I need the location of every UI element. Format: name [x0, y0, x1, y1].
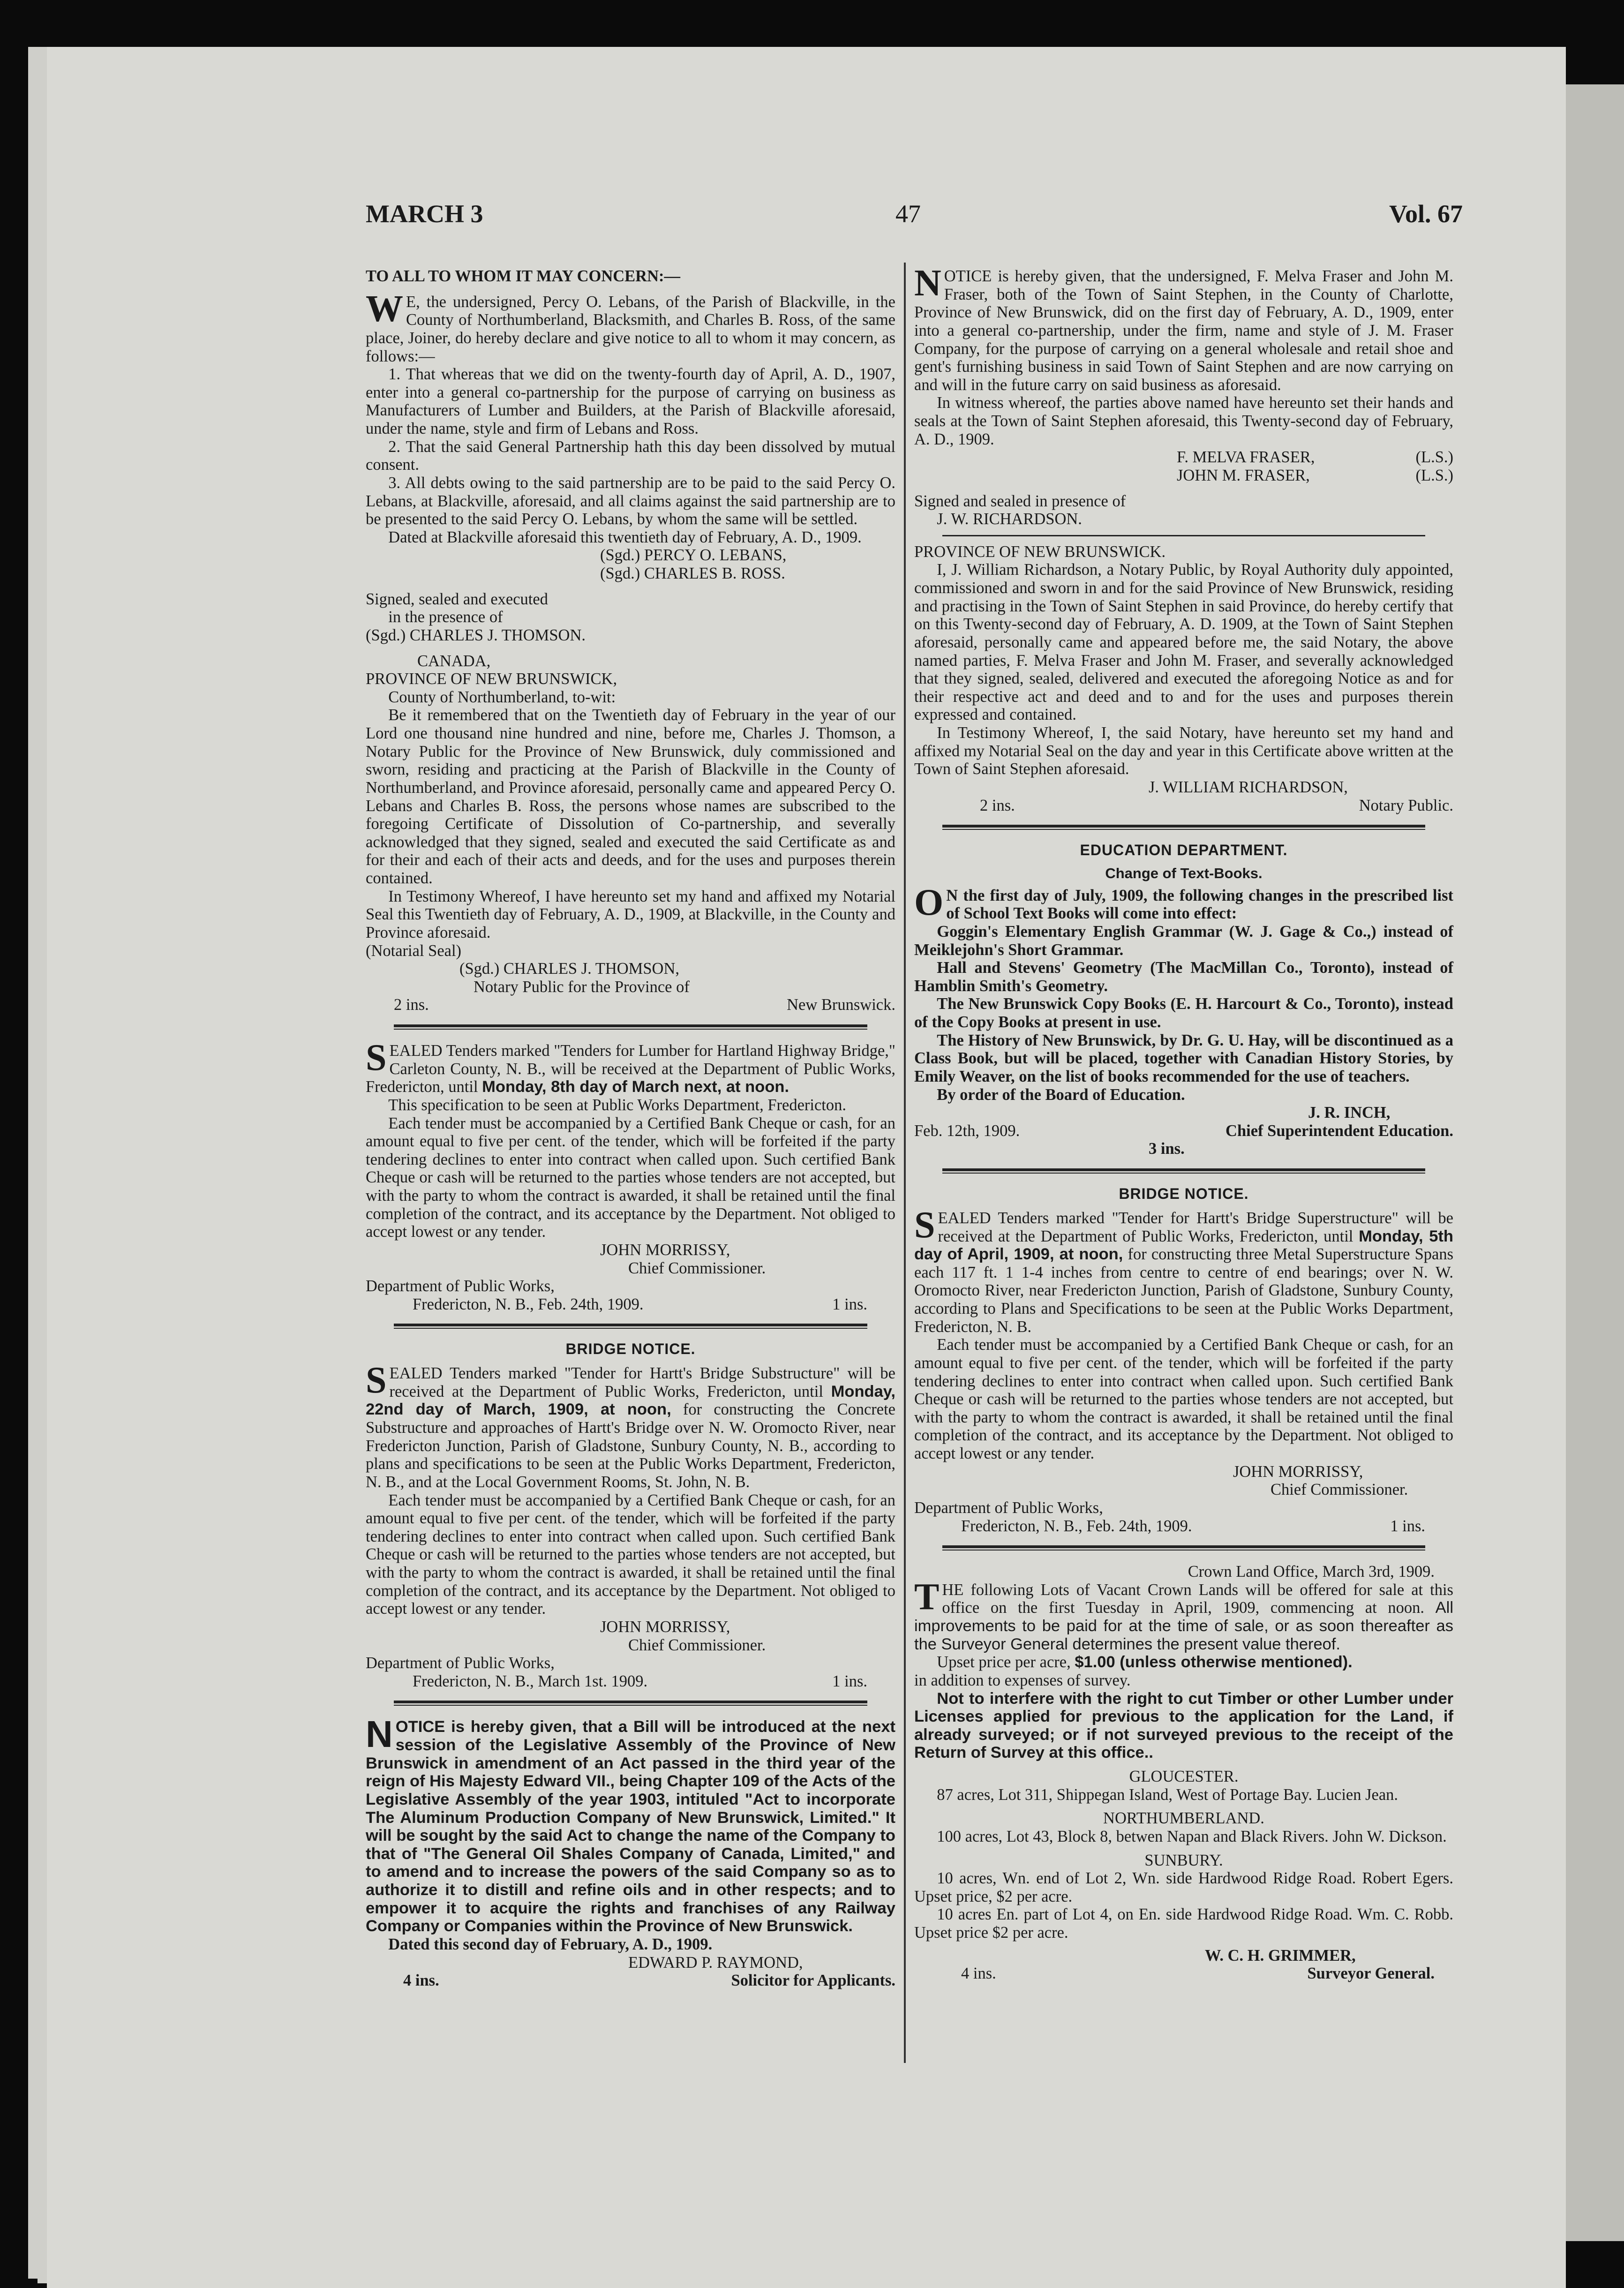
signature-title: Surveyor General.	[1307, 1964, 1435, 1983]
seal-mark: (L.S.)	[1415, 466, 1453, 484]
department: Department of Public Works,	[366, 1277, 555, 1295]
witness-line: Signed and sealed in presence of	[914, 492, 1126, 510]
header-page-number: 47	[895, 200, 921, 228]
paragraph: EALED Tenders marked "Tender for Hartt's Bridge Substructure" will be received at the Department of Public Works, Fredericton, until	[389, 1364, 895, 1400]
dateline: Crown Land Office, March 3rd, 1909.	[1188, 1563, 1435, 1581]
insertion-count: 2 ins.	[980, 796, 1015, 814]
paragraph: Be it remembered that on the Twentieth day of February in the year of our Lord one thousand nine hundred and nine, before me, Charles J. Thomson, a Notary Public for the Province of New Brunswick, duly commissioned and sworn, residing and practicing at the Parish of Blackville in the County of Northumberland, and Province aforesaid, personally came and appeared Percy O. Lebans and Charles B. Ross, the persons whose names are subscribed to the foregoing Certificate of Dissolution of Co-partnership, and severally acknowledged that they signed, sealed and executed the said Certificate as and for their and each of their acts and deeds, and for the uses and purposes therein contained.	[366, 706, 895, 887]
signature-title: Chief Commissioner.	[1271, 1481, 1408, 1499]
signature-title: Solicitor for Applicants.	[731, 1972, 895, 1990]
paragraph: for constructing three Metal Superstructure Spans each 117 ft. 1 1-4 inches from centre to centre of end bearings; over N. W. Oromocto River, near Fredericton Junction, Parish of Gladstone, Sunbury County, according to Plans and Specifications to be seen at the Public Works Department, Fredericton, N. B.	[914, 1245, 1454, 1336]
deadline: Monday, 8th day of March next, at noon.	[482, 1078, 789, 1096]
signature-title: Chief Superintendent Education.	[1226, 1121, 1453, 1140]
paragraph: The History of New Brunswick, by Dr. G. U. Hay, will be discontinued as a Class Book, but will be placed, together with Canadian History Stories, by Emily Weaver, on the list of books recommended for the use of teachers.	[914, 1031, 1453, 1085]
section-rule	[394, 1024, 867, 1030]
paragraph: In Testimony Whereof, I have hereunto set my hand and affixed my Notarial Seal this Twentieth day of February, A. D., 1909, at Blackville, in the County and Province aforesaid.	[366, 887, 895, 941]
drop-cap: T	[914, 1576, 940, 1618]
signature: JOHN MORRISSY,	[1233, 1462, 1363, 1481]
section-rule	[394, 1701, 867, 1706]
jurisdiction: CANADA,	[417, 652, 491, 670]
section-rule	[394, 1324, 867, 1329]
notice-bridge-superstructure	[914, 1186, 1453, 1535]
header-date: MARCH 3	[366, 200, 483, 228]
signature: F. MELVA FRASER,	[1177, 448, 1315, 467]
section-rule	[942, 825, 1425, 830]
section-heading: BRIDGE NOTICE.	[565, 1340, 696, 1358]
paragraph: Goggin's Elementary English Grammar (W. J. Gage & Co.,) instead of Meiklejohn's Short Grammar.	[914, 922, 1453, 959]
paragraph: Hall and Stevens' Geometry (The MacMillan Co., Toronto), instead of Hamblin Smith's Geometry.	[914, 959, 1453, 995]
left-column	[366, 267, 895, 1990]
signature: (Sgd.) CHARLES J. THOMSON,	[459, 960, 680, 978]
date-line: Fredericton, N. B., Feb. 24th, 1909.	[413, 1295, 644, 1313]
drop-cap: S	[366, 1037, 387, 1078]
signature: JOHN M. FRASER,	[1177, 466, 1310, 484]
short-rule	[942, 535, 1425, 536]
notice-crown-lands	[914, 1563, 1453, 1983]
county-line: County of Northumberland, to-wit:	[388, 688, 616, 706]
paragraph: This specification to be seen at Public Works Department, Fredericton.	[388, 1096, 846, 1114]
witness-line: in the presence of	[388, 608, 503, 626]
paragraph: Upset price per acre,	[937, 1653, 1071, 1671]
jurisdiction: PROVINCE OF NEW BRUNSWICK.	[914, 542, 1166, 561]
paragraph: Each tender must be accompanied by a Certified Bank Cheque or cash, for an amount equal to five per cent. of the tender, which will be forfeited if the party tendering declines to enter into contract when called upon. Such certified Bank Cheque or cash will be returned to the parties whose tenders are not accepted, but with the party to whom the contract is awarded, it shall be retained until the final completion of the contract, and its acceptance by the Department. Not obliged to accept lowest or any tender.	[914, 1336, 1453, 1462]
paragraph: EALED Tenders marked "Tenders for Lumber for Hartland Highway Bridge," Carleton County, N. B., will be received at the Department of Public Works, Fredericton, until	[366, 1042, 895, 1096]
deadline: Monday, 22nd day of March, 1909, at noon,	[366, 1382, 896, 1419]
lot-listing: 10 acres, Wn. end of Lot 2, Wn. side Hardwood Ridge Road. Robert Egers. Upset price, $2 per acre.	[914, 1869, 1453, 1905]
signature: (Sgd.) PERCY O. LEBANS,	[600, 546, 787, 564]
paragraph: EALED Tenders marked "Tender for Hartt's Bridge Superstructure" will be received at the Department of Public Works, Fredericton, until	[938, 1209, 1453, 1245]
paragraph: In Testimony Whereof, I, the said Notary, have hereunto set my hand and affixed my Notarial Seal on the day and year in this Certificate above written at the Town of Saint Stephen aforesaid.	[914, 724, 1453, 778]
witness-signature: (Sgd.) CHARLES J. THOMSON.	[366, 626, 586, 644]
section-rule	[942, 1545, 1425, 1550]
paragraph: In witness whereof, the parties above named have hereunto set their hands and seals at the Town of Saint Stephen aforesaid, this Twenty-second day of February, A. D., 1909.	[914, 394, 1453, 448]
section-rule	[942, 1168, 1425, 1174]
date-line: Fredericton, N. B., Feb. 24th, 1909.	[961, 1517, 1192, 1535]
lot-listing: 87 acres, Lot 311, Shippegan Island, West of Portage Bay. Lucien Jean.	[937, 1785, 1398, 1804]
drop-cap: N	[914, 263, 941, 304]
insertion-count: 2 ins.	[394, 996, 429, 1014]
insertion-count: 1 ins.	[1390, 1517, 1425, 1535]
signature-title: Chief Commissioner.	[628, 1636, 766, 1654]
paragraph: 1. That whereas that we did on the twenty-fourth day of April, A. D., 1907, enter into a general co-partnership for the purpose of carrying on business as Manufacturers of Lumber and Builders, at the Parish of Blackville aforesaid, under the name, style and firm of Lebans and Ross.	[366, 365, 895, 437]
price: $1.00 (unless otherwise mentioned).	[1075, 1653, 1353, 1671]
witness-line: Signed, sealed and executed	[366, 590, 548, 608]
insertion-count: 4 ins.	[961, 1964, 996, 1983]
column-divider	[904, 263, 906, 2063]
binding-strip	[1566, 84, 1624, 2241]
paragraph: OTICE is hereby given, that the undersigned, F. Melva Fraser and John M. Fraser, both of the Town of Saint Stephen, in the County of Charlotte, Province of New Brunswick, did on the first day of February, A. D., 1909, enter into a general co-partnership, under the firm, name and style of J. M. Fraser Company, for the purpose of carrying on a general wholesale and retail shoe and gent's furnishing business in said Town of Saint Stephen and are now carrying on and will in the future carry on said business as aforesaid.	[914, 267, 1453, 394]
paragraph: I, J. William Richardson, a Notary Public, by Royal Authority duly appointed, commissioned and sworn in and for the said Province of New Brunswick, residing and practising in the Town of Saint Stephen in said Province, do hereby certify that on this Twenty-second day of February, A. D. 1909, at the Town of Saint Stephen aforesaid, personally came and appeared before me, the said Notary, the above named parties, F. Melva Fraser and John M. Fraser, and severally acknowledged that they signed, sealed, delivered and executed the aforegoing Notice as and for their respective act and deed and to and for the uses and purposes therein expressed and contained.	[914, 561, 1453, 724]
county-heading: SUNBURY.	[1144, 1851, 1223, 1869]
signature: JOHN MORRISSY,	[600, 1241, 730, 1259]
drop-cap: S	[914, 1204, 935, 1246]
section-heading: EDUCATION DEPARTMENT.	[1080, 842, 1288, 859]
signature: W. C. H. GRIMMER,	[1205, 1946, 1356, 1964]
paragraph: N the first day of July, 1909, the following changes in the prescribed list of School Text Books will come into effect:	[946, 886, 1453, 923]
signature-title: Notary Public.	[1359, 796, 1453, 814]
paragraph: 2. That the said General Partnership hath this day been dissolved by mutual consent.	[366, 437, 895, 474]
county-heading: NORTHUMBERLAND.	[1103, 1809, 1264, 1828]
county-heading: GLOUCESTER.	[1129, 1768, 1239, 1785]
witness-signature: J. W. RICHARDSON.	[937, 510, 1082, 528]
paragraph: Dated this second day of February, A. D., 1909.	[388, 1935, 713, 1953]
paragraph: in addition to expenses of survey.	[914, 1671, 1131, 1689]
paragraph: Dated at Blackville aforesaid this twentieth day of February, A. D., 1909.	[388, 528, 862, 546]
notice-bridge-substructure	[366, 1341, 895, 1690]
section-subheading: Change of Text-Books.	[1105, 865, 1263, 881]
paragraph: OTICE is hereby given, that a Bill will be introduced at the next session of the Legislative Assembly of the Province of New Brunswick in amendment of an Act passed in the third year of the reign of His Majesty Edward VII., being Chapter 109 of the Acts of the Legislative Assembly of the year 1903, intituled "Act to incorporate The Aluminum Production Company of New Brunswick, Limited." It will be sought by the said Act to change the name of the Company to that of "The General Oil Shales Company of Canada, Limited," and to amend and to increase the powers of the said Company so as to authorize it to distill and refine oils and in other respects; and to empower it to acquire the rights and franchises of any Railway Company or Companies within the Province of New Brunswick.	[366, 1718, 895, 1935]
date-line: Fredericton, N. B., March 1st. 1909.	[413, 1672, 648, 1690]
signature: J. WILLIAM RICHARDSON,	[1149, 778, 1348, 796]
notice-tender-hartland	[366, 1037, 895, 1313]
notice-dissolution	[366, 267, 895, 1014]
paragraph: Each tender must be accompanied by a Certified Bank Cheque or cash, for an amount equal to five per cent. of the tender, which will be forfeited if the party tendering declines to enter into contract when called upon. Such certified Bank Cheque or cash will be returned to the parties whose tenders are not accepted, but with the party to whom the contract is awarded, it shall be retained until the final completion of the contract, and its acceptance by the Department. Not obliged to accept lowest or any tender.	[366, 1491, 895, 1618]
insertion-count: 3 ins.	[1149, 1140, 1185, 1158]
lot-listing: 100 acres, Lot 43, Block 8, betwen Napan and Black Rivers. John W. Dickson.	[937, 1827, 1447, 1845]
notice-fraser-partnership	[914, 263, 1453, 814]
paragraph: Not to interfere with the right to cut Timber or other Lumber under Licenses applied for previous to the application for the Land, if already surveyed; or if not surveyed previous to the receipt of the Return of Survey at this office..	[914, 1689, 1453, 1762]
signature: J. R. INCH,	[1308, 1104, 1391, 1122]
insertion-count: 4 ins.	[403, 1972, 439, 1990]
drop-cap: W	[366, 288, 403, 330]
signature: JOHN MORRISSY,	[600, 1618, 730, 1636]
notarial-seal: (Notarial Seal)	[366, 941, 462, 960]
paragraph: HE following Lots of Vacant Crown Lands will be offered for sale at this office on the first Tuesday in April, 1909, commencing at noon.	[942, 1581, 1453, 1617]
paragraph: E, the undersigned, Percy O. Lebans, of the Parish of Blackville, in the County of Northumberland, Blacksmith, and Charles B. Ross, of the same place, Joiner, do hereby declare and give notice to all to whom it may concern, as follows:—	[366, 293, 895, 365]
paragraph: for constructing the Concrete Substructure and approaches of Hartt's Bridge over N. W. Oromocto River, near Fredericton Junction, Parish of Gladstone, Sunbury County, N. B., according to plans and specifications to be seen at the Public Works Department, Fredericton, N. B., and at the Local Government Rooms, St. John, N. B.	[366, 1400, 895, 1491]
jurisdiction: PROVINCE OF NEW BRUNSWICK,	[366, 670, 617, 688]
insertion-count: 1 ins.	[832, 1295, 867, 1313]
notice-education	[914, 842, 1453, 1158]
signature-title: Chief Commissioner.	[628, 1259, 766, 1277]
paragraph: 3. All debts owing to the said partnership are to be paid to the said Percy O. Lebans, at Blackville, aforesaid, and all claims against the said partnership are to be presented to the said Percy O. Lebans, by whom the same will be settled.	[366, 474, 895, 528]
paragraph: The New Brunswick Copy Books (E. H. Harcourt & Co., Toronto), instead of the Copy Books at present in use.	[914, 995, 1453, 1031]
right-column	[914, 263, 1454, 1983]
department: Department of Public Works,	[366, 1654, 555, 1672]
paragraph: By order of the Board of Education.	[937, 1085, 1185, 1104]
insertion-count: 1 ins.	[832, 1672, 867, 1690]
seal-mark: (L.S.)	[1415, 448, 1453, 467]
paragraph: All improvements to be paid for at the time of sale, or as soon thereafter as the Surveyor General determines the present value thereof.	[914, 1599, 1453, 1653]
paragraph: Each tender must be accompanied by a Certified Bank Cheque or cash, for an amount equal to five per cent. of the tender, which will be forfeited if the party tendering declines to enter into contract when called upon. Such certified Bank Cheque or cash will be returned to the parties whose tenders are not accepted, but with the party to whom the contract is awarded, it shall be retained until the final completion of the contract, and its acceptance by the Department. Not obliged to accept lowest or any tender.	[366, 1114, 895, 1241]
drop-cap: O	[914, 881, 944, 923]
signature: EDWARD P. RAYMOND,	[628, 1953, 803, 1972]
department: Department of Public Works,	[914, 1498, 1103, 1517]
signature: New Brunswick.	[787, 996, 895, 1014]
notice-title: TO ALL TO WHOM IT MAY CONCERN:—	[366, 267, 680, 285]
page-header	[366, 199, 1463, 232]
header-volume: Vol. 67	[1389, 200, 1463, 228]
signature: (Sgd.) CHARLES B. ROSS.	[600, 564, 785, 582]
drop-cap: S	[366, 1360, 387, 1401]
drop-cap: N	[366, 1713, 393, 1755]
notice-aluminum-bill	[366, 1713, 895, 1990]
deadline: Monday, 5th day of April, 1909, at noon,	[914, 1227, 1454, 1264]
date-line: Feb. 12th, 1909.	[914, 1121, 1020, 1140]
lot-listing: 10 acres En. part of Lot 4, on En. side Hardwood Ridge Road. Wm. C. Robb. Upset price $2 per acre.	[914, 1905, 1453, 1942]
signature: Notary Public for the Province of	[474, 978, 690, 996]
section-heading: BRIDGE NOTICE.	[1119, 1185, 1249, 1203]
